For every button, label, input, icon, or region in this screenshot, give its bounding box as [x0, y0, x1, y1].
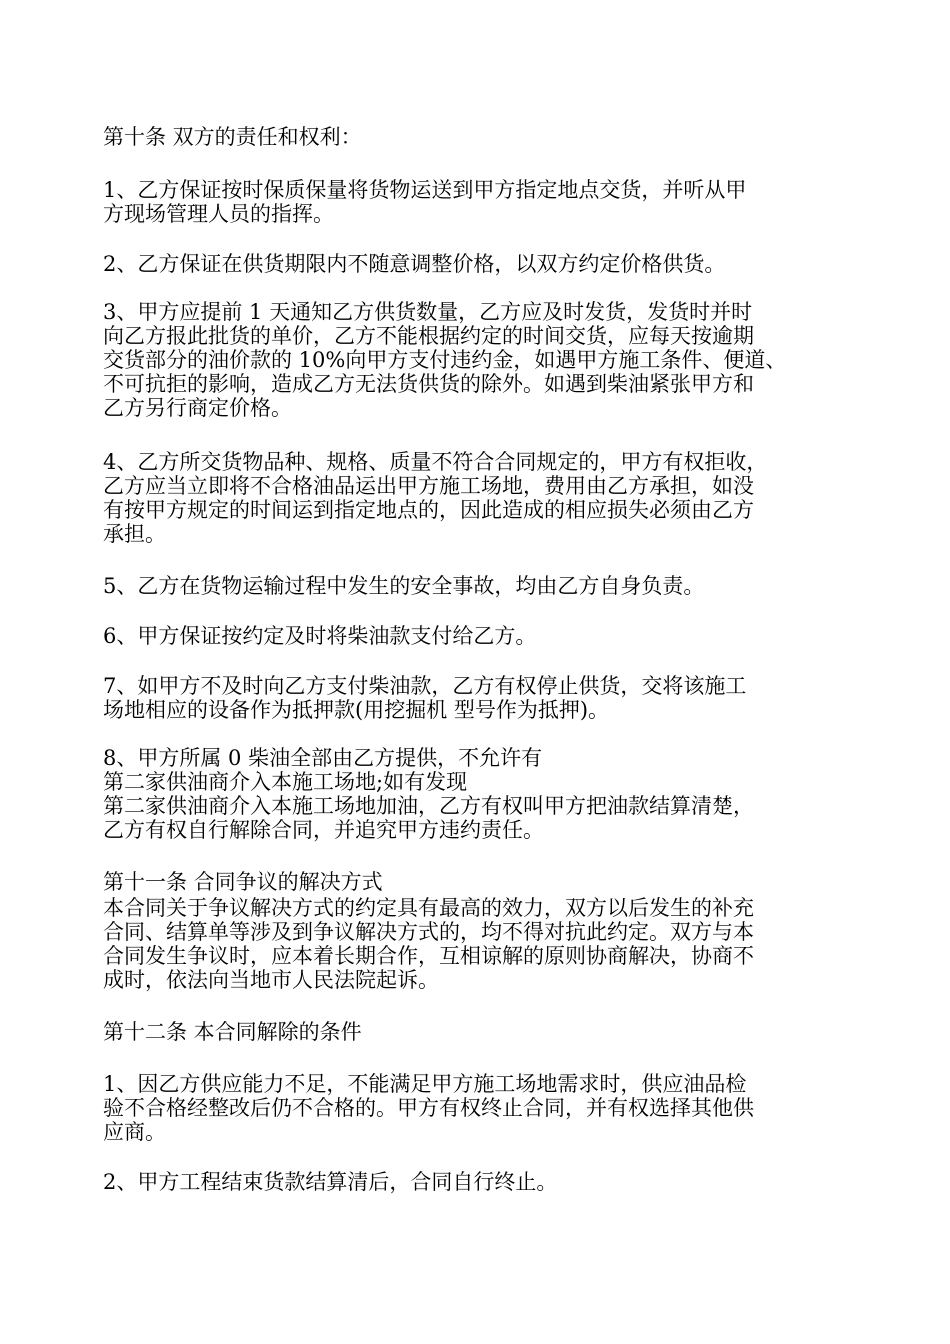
- article-10-item-3-line-5: 乙方另行商定价格。: [103, 396, 292, 420]
- article-12-item-1-line-1: 1、因乙方供应能力不足，不能满足甲方施工场地需求时，供应油品检: [103, 1072, 747, 1096]
- article-11-body-line-1: 本合同关于争议解决方式的约定具有最高的效力，双方以后发生的补充: [103, 896, 754, 920]
- article-10-item-8-line-4: 乙方有权自行解除合同，并追究甲方违约责任。: [103, 818, 544, 842]
- article-10-item-8-line-3: 第二家供油商介入本施工场地加油，乙方有权叫甲方把油款结算清楚，: [103, 794, 754, 818]
- article-10-item-4-line-3: 有按甲方规定的时间运到指定地点的，因此造成的相应损失必须由乙方: [103, 498, 754, 522]
- article-10-item-8-line-2: 第二家供油商介入本施工场地;如有发现: [103, 770, 468, 794]
- article-11-heading: 第十一条 合同争议的解决方式: [103, 870, 383, 894]
- article-11-body-line-4: 成时，依法向当地市人民法院起诉。: [103, 968, 439, 992]
- article-12-heading: 第十二条 本合同解除的条件: [103, 1020, 362, 1044]
- article-10-item-3-line-4: 不可抗拒的影响，造成乙方无法货供货的除外。如遇到柴油紧张甲方和: [103, 372, 754, 396]
- article-10-item-4-line-2: 乙方应当立即将不合格油品运出甲方施工场地，费用由乙方承担，如没: [103, 474, 754, 498]
- article-12-item-1-line-2: 验不合格经整改后仍不合格的。甲方有权终止合同，并有权选择其他供: [103, 1096, 754, 1120]
- article-10-item-7-line-1: 7、如甲方不及时向乙方支付柴油款，乙方有权停止供货，交将该施工: [103, 674, 747, 698]
- article-11-body-line-3: 合同发生争议时，应本着长期合作，互相谅解的原则协商解决，协商不: [103, 944, 754, 968]
- article-10-item-6-line-1: 6、甲方保证按约定及时将柴油款支付给乙方。: [103, 624, 537, 648]
- article-10-item-7-line-2: 场地相应的设备作为抵押款(用挖掘机 型号作为抵押)。: [103, 698, 610, 722]
- article-10-item-2-line-1: 2、乙方保证在供货期限内不随意调整价格，以双方约定价格供货。: [103, 252, 726, 276]
- article-10-item-5-line-1: 5、乙方在货物运输过程中发生的安全事故，均由乙方自身负责。: [103, 574, 705, 598]
- article-11-body-line-2: 合同、结算单等涉及到争议解决方式的，均不得对抗此约定。双方与本: [103, 920, 754, 944]
- article-10-item-1-line-1: 1、乙方保证按时保质保量将货物运送到甲方指定地点交货，并听从甲: [103, 178, 747, 202]
- article-10-item-8-line-1: 8、甲方所属 0 柴油全部由乙方提供，不允许有: [103, 746, 543, 770]
- article-12-item-1-line-3: 应商。: [103, 1120, 166, 1144]
- article-10-heading: 第十条 双方的责任和权利：: [103, 125, 362, 149]
- article-12-item-2-line-1: 2、甲方工程结束货款结算清后，合同自行终止。: [103, 1170, 558, 1194]
- article-10-item-4-line-4: 承担。: [103, 522, 166, 546]
- article-10-item-4-line-1: 4、乙方所交货物品种、规格、质量不符合合同规定的，甲方有权拒收，: [103, 450, 768, 474]
- article-10-item-1-line-2: 方现场管理人员的指挥。: [103, 202, 334, 226]
- article-10-item-3-line-3: 交货部分的油价款的 10%向甲方支付违约金，如遇甲方施工条件、便道、: [103, 348, 787, 372]
- article-10-item-3-line-1: 3、甲方应提前 1 天通知乙方供货数量，乙方应及时发货，发货时并时: [103, 300, 753, 324]
- article-10-item-3-line-2: 向乙方报此批货的单价，乙方不能根据约定的时间交货，应每天按逾期: [103, 324, 754, 348]
